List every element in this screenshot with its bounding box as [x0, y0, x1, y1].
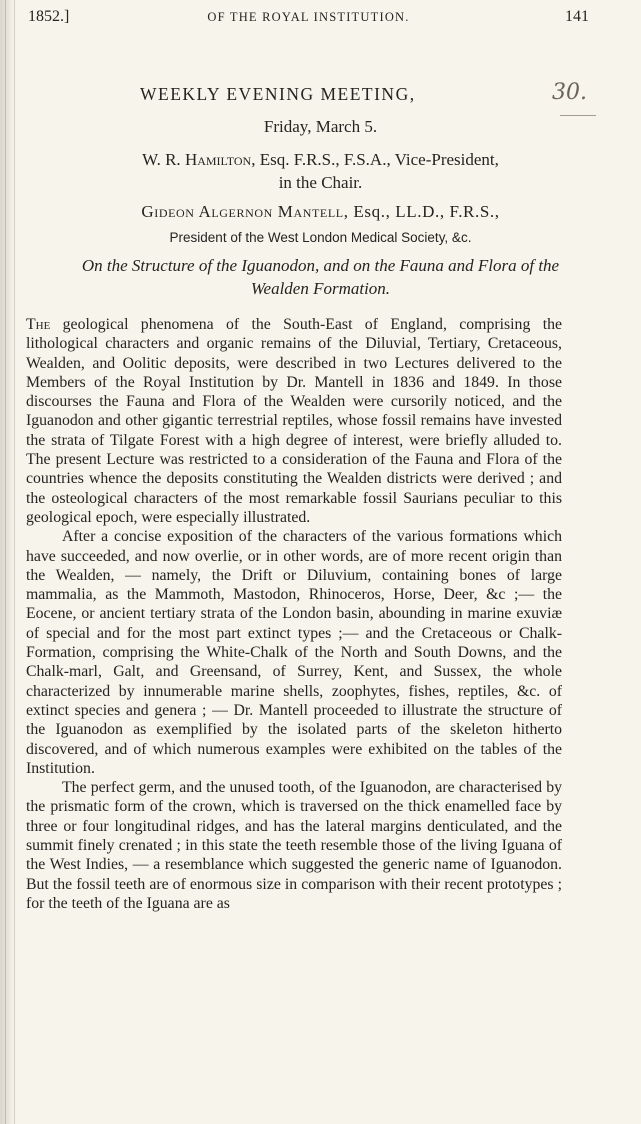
meeting-date: Friday, March 5. [263, 117, 378, 136]
lecture-title-line-2: Wealden Formation. [250, 279, 391, 298]
chair-line-1: W. R. Hamilton, Esq. F.R.S., F.S.A., Vice-President, [142, 150, 499, 169]
paragraph-1-text: geological phenomena of the South-East of England, comprising the lithological characters and organic remains of the Diluvial, Tertiary, Cretaceous, Wealden, and Oolitic deposits, were described in two Lectures delivered to the Members of the Royal Institution by Dr. Mantell in 1836 and 1849. In those discourses the Fauna and Flora of the Wealden were cursorily noticed, and the Iguanodon and other gigantic terrestrial reptiles, whose fossil remains have invested the strata of Tilgate Forest with a high degree of interest, were briefly alluded to. The present Lecture was restricted to a consideration of the Fauna and Flora of the countries whence the deposits constituting the Wealden districts were derived ; and the osteological characters of the most remarkable fossil Saurians peculiar to this geological epoch, were especially illustrated. [26, 316, 562, 526]
chair-line-2: in the Chair. [278, 173, 363, 192]
handwritten-annotation: 30. [552, 80, 587, 105]
running-header [28, 8, 589, 32]
page-number: 141 [565, 8, 589, 25]
running-head-year: 1852.] [28, 8, 70, 25]
body-text [26, 315, 562, 913]
paragraph-2: After a concise exposition of the characters of the various formations which have succeeded, and now overlie, or in other words, are of more recent origin than the Wealden, — namely, the Drift or Diluvium, containing bones of large mammalia, as the Mammoth, Mastodon, Rhinoceros, Horse, Deer, &c ;— the Eocene, or ancient tertiary strata of the London basin, abounding in marine exuviæ of special and for the most part extinct types ;— and the Cretaceous or Chalk-Formation, comprising the White-Chalk of the North and South Downs, and the Chalk-marl, Galt, and Greensand, of Surrey, Kent, and Sussex, the whole characterized by innumerable marine shells, zoophytes, fishes, reptiles, &c. of extinct species and genera ; — Dr. Mantell proceeded to illustrate the structure of the Iguanodon as exemplified by the isolated parts of the skeleton hitherto discovered, and of which numerous examples were exhibited on the tables of the Institution. [26, 528, 562, 777]
lecture-title-line-1: On the Structure of the Iguanodon, and on the Fauna and Flora of the [81, 256, 560, 275]
speaker-name: Gideon Algernon Mantell, Esq., LL.D., F.R.S., [141, 202, 500, 221]
handwritten-rule [560, 115, 596, 116]
paragraph-3: The perfect germ, and the unused tooth, of the Iguanodon, are characterised by the prismatic form of the crown, which is traversed on the thick enamelled face by three or four longitudinal ridges, and has the lateral margins denticulated, and the summit finely crenated ; in this state the teeth resemble those of the living Iguana of the West Indies, — a resemblance which suggested the generic name of Iguanodon. But the fossil teeth are of enormous size in comparison with their recent prototypes ; for the teeth of the Iguana are as [26, 779, 562, 912]
paragraph-1 [26, 315, 562, 527]
paragraph-lead: The [26, 316, 51, 333]
speaker-affiliation: President of the West London Medical Society, &c. [169, 230, 472, 245]
meeting-heading: WEEKLY EVENING MEETING, [140, 84, 416, 104]
running-head-title: OF THE ROYAL INSTITUTION. [207, 10, 410, 24]
